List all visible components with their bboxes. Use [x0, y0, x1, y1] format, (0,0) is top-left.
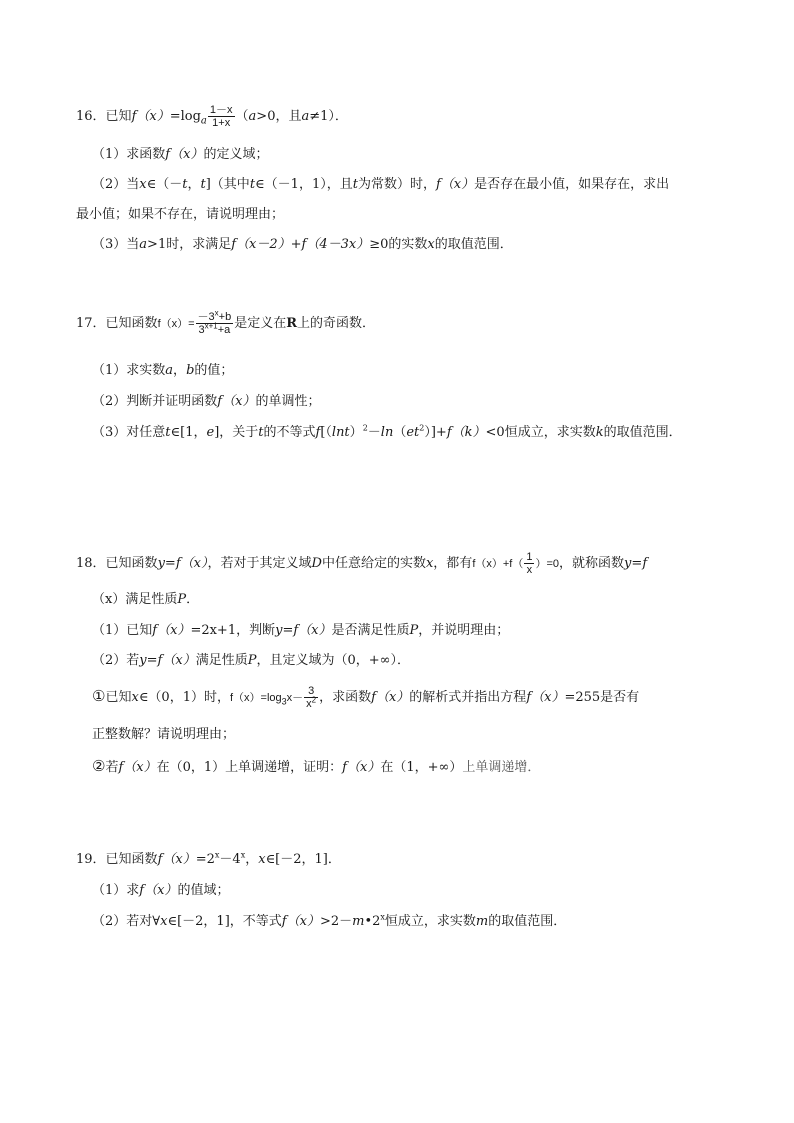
q18-stem: 18．已知函数y=f（x），若对于其定义域D中任意给定的实数x，都有f（x）+f（ $\frac{1}{x}$ ）=0，就称函数y=f — [76, 551, 648, 576]
q17-part2: （2）判断并证明函数f（x）的单调性； — [92, 394, 321, 409]
q18-sub1-fraction: $\frac{3}{x^2}$ — [306, 685, 317, 710]
q18-stem-cont: （x）满足性质P． — [92, 592, 200, 607]
q16-part1: （1）求函数f（x）的定义域； — [92, 147, 269, 162]
circled-two-marker: ② — [92, 757, 106, 775]
q18-sub1: ①已知x∈（0，1）时，$f(x)=\log_3x-$ $\frac{3}{x^2}$ ，求函数f（x）的解析式并指出方程f（x）=255是否有 — [92, 685, 640, 710]
q16-part2-cont: 最小值；如果不存在，请说明理由； — [76, 207, 285, 222]
q18-sub1-cont: 正整数解？请说明理由； — [92, 727, 236, 742]
q19-part2: （2）若对∀x∈[－2，1]，不等式$f(x)>2-m•2^x$恒成立，求实数m的取值范围． — [92, 912, 567, 929]
q16-part2: （2）当x∈（－t，t]（其中t∈（－1，1），且t为常数）时，f（x）是否存在最小值，如果存在，求出 — [92, 177, 670, 192]
q19-stem: 19．已知函数$f(x)=2^x-4^x$，x∈[－2，1]． — [76, 850, 341, 867]
q17-number: 17． — [76, 316, 106, 331]
q18-fraction: $\frac{1}{x}$ — [526, 551, 533, 576]
q16-part3: （3）当a>1时，求满足f（x－2）+f（4－3x）≥0的实数x的取值范围． — [92, 237, 513, 252]
circled-one-marker: ① — [92, 687, 106, 705]
q17-part3: （3）对任意t∈[1，e]，关于t的不等式$f[(\ln t)^2-\ln(et^2)]+f(k)<0$恒成立，求实数k的取值范围． — [92, 423, 682, 440]
q16-stem: 16．已知$f(x)=\log_a$ $\frac{1-x}{1+x}$ （a>0，且a≠1）． — [76, 104, 348, 129]
q19-part1: （1）求f（x）的值域； — [92, 883, 230, 898]
q18-part2: （2）若y=f（x）满足性质P，且定义域为（0，+∞）． — [92, 653, 410, 668]
q16-number: 16． — [76, 109, 106, 124]
q18-part1: （1）已知f（x）=2x+1，判断y=f（x）是否满足性质P，并说明理由； — [92, 623, 510, 638]
q17-stem: 17．已知函数f（x）= $\frac{-3^x+b}{3^{x+1}+a}$ 是定义在R上的奇函数． — [76, 308, 376, 336]
q16-fraction: $\frac{1-x}{1+x}$ — [209, 104, 233, 129]
q18-sub2: ②若f（x）在（0，1）上单调递增，证明：f（x）在（1，+∞）上单调递增． — [92, 757, 541, 775]
q19-number: 19． — [76, 852, 106, 867]
q17-part1: （1）求实数a，b的值； — [92, 363, 234, 378]
q18-number: 18． — [76, 556, 106, 571]
q17-fraction: $\frac{-3^x+b}{3^{x+1}+a}$ — [197, 308, 232, 336]
